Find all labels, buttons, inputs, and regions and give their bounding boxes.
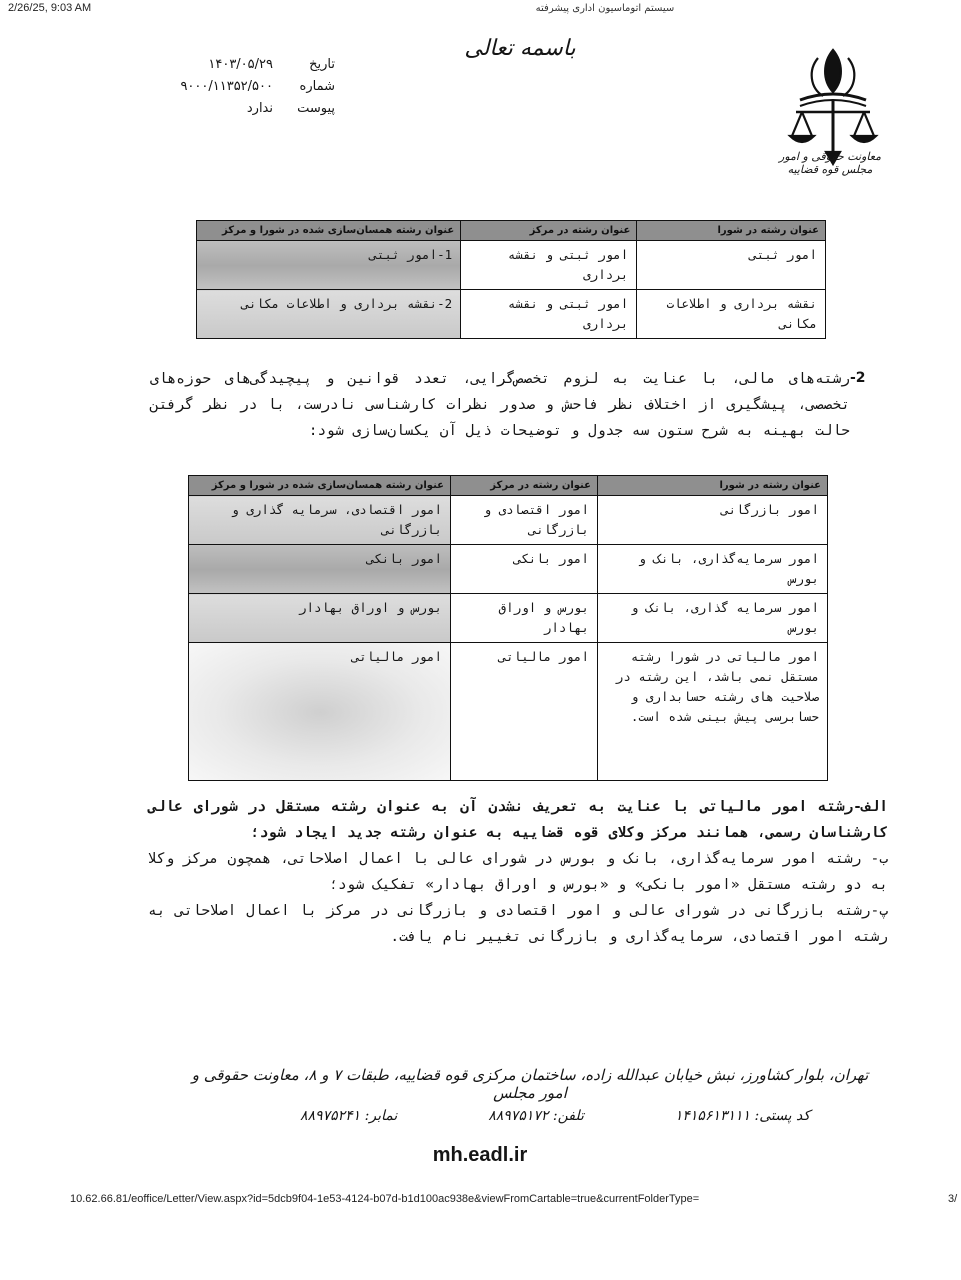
date-value: ۱۴۰۳/۰۵/۲۹ [208, 57, 273, 72]
attachment-value: ندارد [246, 101, 273, 116]
note-be: ب- رشته امور سرمایه‌گذاری، بانک و بورس در شورای عالی با اعمال اصلاحاتی، همچون مرکز وکلا به دو رشته مستقل «امور بانکی» و «بورس و اوراق بهادار» تفکیک شود؛ [148, 851, 888, 893]
bismillah-heading: باسمه تعالی [464, 36, 576, 61]
attachment-label: پیوست [297, 101, 335, 116]
table-cell: امور اقتصادی و بازرگانی [451, 496, 598, 545]
website-link[interactable]: mh.eadl.ir [432, 1144, 528, 1166]
print-timestamp: 2/26/25, 9:03 AM [8, 2, 92, 14]
table-cell: 1-امور ثبتی [197, 241, 461, 290]
table-row [189, 643, 828, 781]
note-pe: پ-رشته بازرگانی در شورای عالی و امور اقتصادی و بازرگانی در مرکز با اعمال اصلاحاتی به رشته امور اقتصادی، سرمایه‌گذاری و بازرگانی تغییر نام یافت. [148, 903, 888, 945]
table-row [189, 594, 828, 643]
note-alef: الف-رشته امور مالیاتی با عنایت به تعریف نشدن آن به عنوان رشته مستقل در شورای عالی کارشناسان رسمی، همانند مرکز وکلای قوه قضاییه به عنوان رشته جدید ایجاد شود؛ [148, 799, 888, 841]
col-unified-title: عنوان رشته همسان‌سازی شده در شورا و مرکز [197, 221, 461, 241]
table-cell: امور مالیاتی [189, 643, 451, 781]
number-row [150, 76, 335, 98]
number-label: شماره [299, 79, 335, 94]
table-cell: امور مالیاتی در شورا رشته مستقل نمی باشد، این رشته در صلاحیت های رشته حسابداری و حسابرسی پیش بینی شده است. [597, 643, 827, 781]
table-cell: امور مالیاتی [451, 643, 598, 781]
date-row [150, 54, 335, 76]
notes-block [148, 794, 888, 950]
table-row [189, 545, 828, 594]
table-cell: بورس و اوراق بهادار [451, 594, 598, 643]
number-value: ۹۰۰۰/۱۱۳۵۲/۵۰۰ [180, 79, 273, 94]
date-label: تاریخ [309, 57, 335, 72]
col-council-title: عنوان رشته در شورا [597, 476, 827, 496]
table-cell: بورس و اوراق بهادار [189, 594, 451, 643]
emblem-caption: معاونت حقوقی و امور مجلس قوه قضاییه [779, 150, 881, 176]
table-cell: امور بازرگانی [597, 496, 827, 545]
section-2-paragraph: رشته‌های مالی، با عنایت به لزوم تخصص‌گرایی، تعدد قوانین و پیچیدگی‌های حوزه‌های تخصصی، پیشگیری از اختلاف نظر فاحش و صدور نظرات کارشناسی نادرست، با در نظر گرفتن حالت بهینه به شرح ستون سه جدول و توضیحات ذیل آن یکسان‌سازی شود: [150, 371, 850, 439]
table-cell: امور سرمایه گذاری، بانک و بورس [597, 594, 827, 643]
table-row [189, 496, 828, 545]
table-header-row [189, 476, 828, 496]
table-cell: امور ثبتی و نقشه برداری [461, 290, 637, 339]
col-center-title: عنوان رشته در مرکز [461, 221, 637, 241]
letter-meta [150, 54, 335, 120]
table-cell: 2-نقشه برداری و اطلاعات مکانی [197, 290, 461, 339]
table-row [197, 241, 826, 290]
section-number: -2 [850, 370, 866, 386]
table-financial-fields [188, 475, 828, 781]
postal-code: کد پستی: ۱۴۱۵۶۱۳۱۱۱ [674, 1108, 810, 1124]
print-url: 10.62.66.81/eoffice/Letter/View.aspx?id=5dcb9f04-1e53-4124-b07d-b1d100ac938e&viewFromCartable=true&currentFolderType= [70, 1193, 700, 1205]
table-cell: امور بانکی [189, 545, 451, 594]
page-number: 3/ [948, 1193, 958, 1205]
table-cell: امور اقتصادی، سرمایه گذاری و بازرگانی [189, 496, 451, 545]
footer-address: تهران، بلوار کشاورز، نبش خیابان عبدالله زاده، ساختمان مرکزی قوه قضاییه، طبقات ۷ و ۸، معاونت حقوقی و امور مجلس [191, 1066, 869, 1102]
table-cell: امور ثبتی [637, 241, 826, 290]
col-council-title: عنوان رشته در شورا [637, 221, 826, 241]
attachment-row [150, 98, 335, 120]
system-name: سیستم اتوماسیون اداری پیشرفته [535, 3, 675, 14]
table-cell: امور ثبتی و نقشه برداری [461, 241, 637, 290]
col-unified-title: عنوان رشته همسان‌سازی شده در شورا و مرکز [189, 476, 451, 496]
footer-contacts [300, 1108, 810, 1124]
table-cell: امور بانکی [451, 545, 598, 594]
table-row [197, 290, 826, 339]
table-cell: امور سرمایه‌گذاری، بانک و بورس [597, 545, 827, 594]
table-registration-fields [196, 220, 826, 339]
fax-number: نمابر: ۸۸۹۷۵۲۴۱ [300, 1108, 398, 1124]
col-center-title: عنوان رشته در مرکز [451, 476, 598, 496]
phone-number: تلفن: ۸۸۹۷۵۱۷۲ [488, 1108, 584, 1124]
table-cell: نقشه برداری و اطلاعات مکانی [637, 290, 826, 339]
table-header-row [197, 221, 826, 241]
